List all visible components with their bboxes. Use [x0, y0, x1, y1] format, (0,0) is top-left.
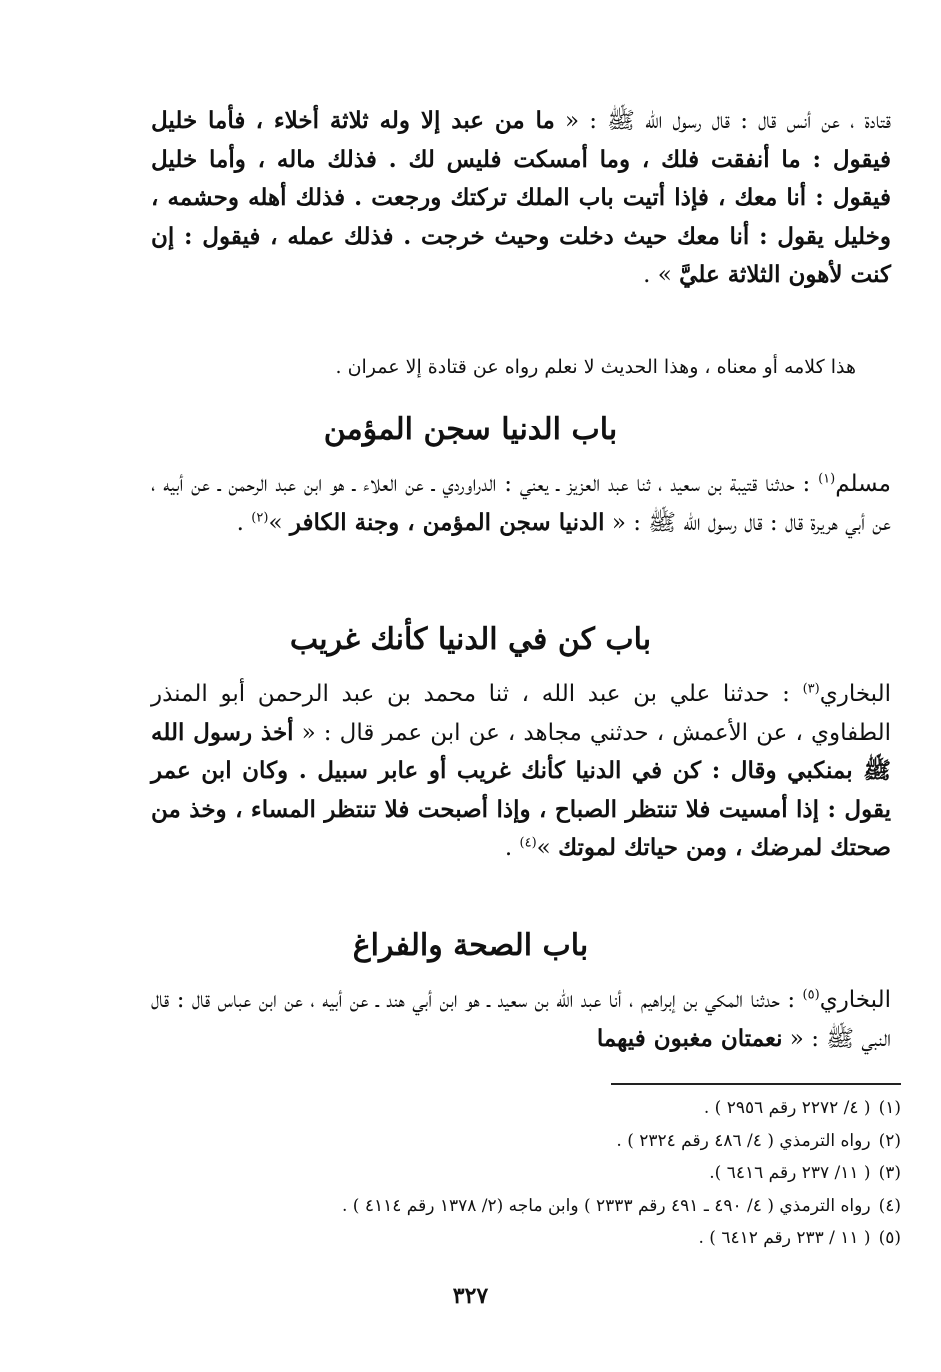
footnote-number: (٣) — [878, 1163, 901, 1183]
hadith-text: فأما خليل فيقول : ما أنفقت فلك ، وما أمسكت فليس لك . فذلك ماله ، وأما خليل فيقول : أنا معك ، فإذا أتيت باب الملك تركتك ورجعت . فذلك أهله وحشمه ، وخليل يقول : أنا معك حيث دخلت وحيث خرجت . فذلك عمله ، فيقول : إن كنت لأهون الثلاثة عليَّ — [151, 107, 891, 288]
footnote-divider — [611, 1083, 901, 1085]
footnotes — [151, 1092, 901, 1255]
footnote-item — [151, 1157, 901, 1190]
footnote-ref: (١) — [818, 471, 836, 487]
footnote-ref: (٣) — [802, 681, 820, 697]
closing-quote: » . — [643, 262, 680, 288]
footnote-text: ( ١١/ ٢٣٧ رقم ٦٤١٦ ). — [709, 1163, 871, 1183]
isnad-text: : حدثنا علي بن عبد الله ، ثنا محمد بن عبد الرحمن أبو المنذر الطفاوي ، عن الأعمش ، حدثني مجاهد ، عن ابن عمر قال : « — [151, 681, 891, 746]
isnad-text: : حدثنا المكي بن إبراهيم ، أنا عبد الله بن سعيد ـ هو ابن أبي هند ـ عن أبيه ، عن ابن عباس قال : قال النبي ﷺ : « — [151, 987, 891, 1052]
hadith-paragraph-4 — [151, 982, 891, 1058]
chapter-heading-2: باب كن في الدنيا كأنك غريب — [289, 622, 652, 657]
paragraph-text: قتادة ، عن أنس قال : قال رسول الله ﷺ : « — [554, 108, 892, 134]
chapter-heading-1: باب الدنيا سجن المؤمن — [323, 412, 618, 447]
hadith-paragraph-1 — [151, 102, 891, 295]
hadith-text: الدنيا سجن المؤمن ، وجنة الكافر — [289, 508, 605, 536]
footnote-text: ( ٤/ ٢٢٧٢ رقم ٢٩٥٦ ) . — [703, 1098, 871, 1118]
footnote-ref: (٤) — [519, 835, 537, 851]
footnote-ref: (٢) — [251, 509, 269, 525]
period: . — [504, 835, 520, 861]
hadith-text: أخذ رسول الله ﷺ بمنكبي وقال : كن في الدنيا كأنك غريب أو عابر سبيل . وكان ابن عمر يقول : إذا أمسيت فلا تنتظر الصباح ، وإذا أصبحت فلا تنتظر المساء ، وخذ من صحتك لمرضك ، ومن حياتك لموتك — [151, 718, 891, 861]
footnote-item — [151, 1092, 901, 1125]
source-name: مسلم — [835, 471, 891, 497]
footnote-item — [151, 1125, 901, 1158]
closing-quote: » — [536, 835, 559, 861]
source-name: البخاري — [819, 681, 892, 707]
footnote-text: رواه الترمذي ( ٤/ ٤٨٦ رقم ٢٣٢٤ ) . — [616, 1130, 871, 1151]
source-name: البخاري — [819, 987, 891, 1013]
footnote-text: رواه الترمذي ( ٤/ ٤٩٠ ـ ٤٩١ رقم ٢٣٣٣ ) وابن ماجه (٢/ ١٣٧٨ رقم ٤١١٤ ) . — [341, 1195, 871, 1216]
hadith-paragraph-3 — [151, 676, 891, 868]
footnote-item — [151, 1190, 901, 1223]
footnote-text: ( ١١ / ٢٣٣ رقم ٦٤١٢ ) . — [698, 1228, 871, 1248]
page-number: ٣٢٧ — [452, 1283, 489, 1309]
hadith-text: ما من عبد إلا وله ثلاثة أخلاء ، — [255, 107, 555, 134]
hadith-paragraph-2 — [151, 466, 891, 542]
footnote-item — [151, 1222, 901, 1255]
period: . — [236, 509, 252, 536]
footnote-number: (٥) — [878, 1228, 901, 1248]
footnote-number: (٤) — [878, 1195, 901, 1216]
hadith-text: نعمتان مغبون فيهما — [596, 1024, 783, 1052]
closing-quote: » — [268, 509, 290, 536]
footnote-number: (١) — [878, 1098, 901, 1118]
note-text: هذا كلامه أو معناه ، وهذا الحديث لا نعلم رواه عن قتادة إلا عمران . — [335, 356, 856, 378]
isnad-text: : حدثنا قتيبة بن سعيد ، ثنا عبد العزيز ـ يعني : الدراوردي ـ عن العلاء ـ هو ابن عبد الرحمن ـ عن أبيه ، عن أبي هريرة قال : قال رسول الله ﷺ : « — [151, 471, 891, 536]
author-note — [156, 349, 856, 385]
chapter-heading-3: باب الصحة والفراغ — [352, 928, 589, 963]
footnote-ref: (٥) — [802, 987, 820, 1003]
footnote-number: (٢) — [878, 1130, 901, 1151]
